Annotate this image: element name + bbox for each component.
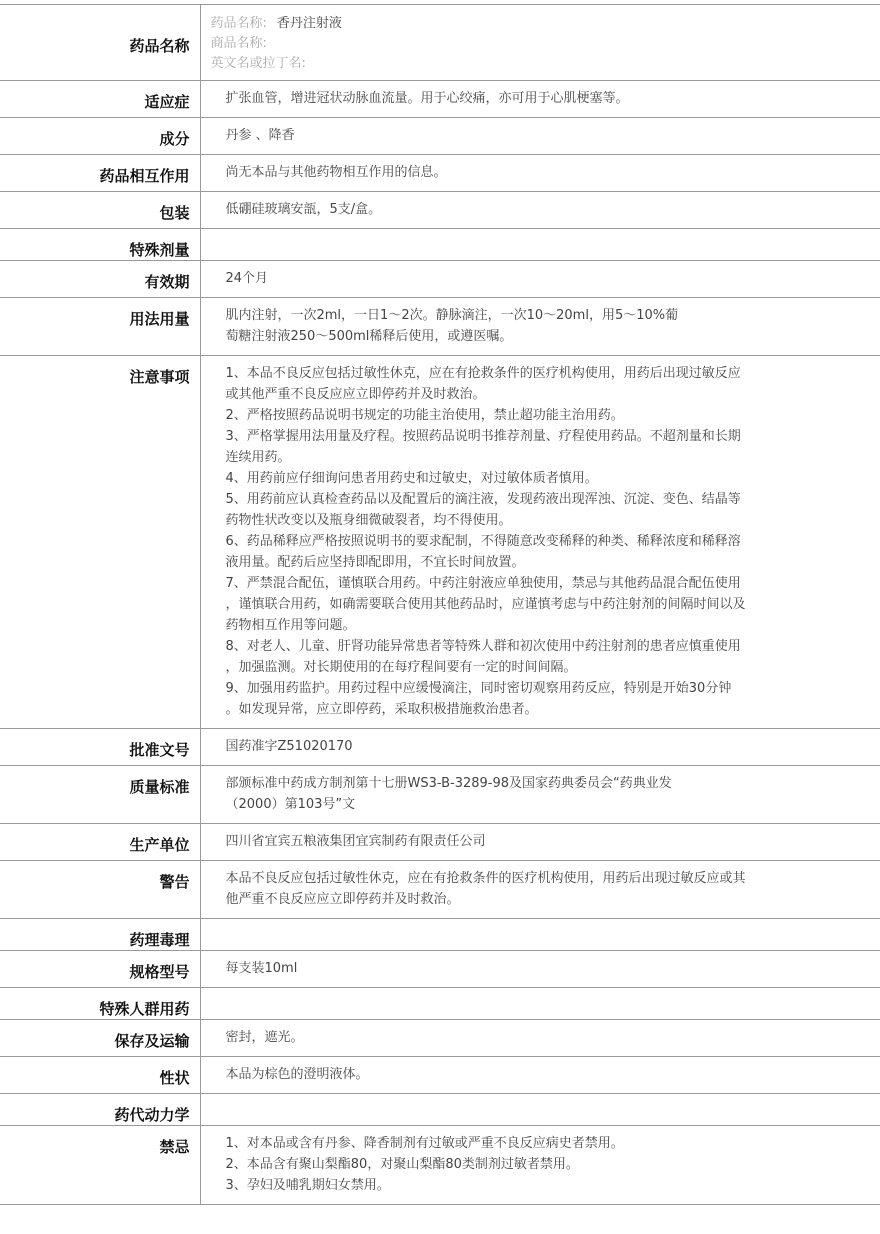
- info-row: [0, 988, 880, 1020]
- row-value: [200, 988, 880, 1020]
- value-line: 他严重不良反应应立即停药并及时救治。: [226, 889, 786, 910]
- value-line: 3、严格掌握用法用量及疗程。按照药品说明书推荐剂量、疗程使用药品。不超剂量和长期: [226, 426, 786, 447]
- info-row: [0, 1020, 880, 1057]
- row-value: [200, 155, 880, 192]
- info-row: [0, 155, 880, 192]
- info-row: [0, 229, 880, 261]
- row-value: [200, 861, 880, 919]
- row-value: [200, 919, 880, 951]
- value-line: 萄糖注射液250～500ml稀释后使用，或遵医嘱。: [226, 326, 786, 347]
- value-line: 密封，遮光。: [226, 1027, 786, 1048]
- info-row: [0, 298, 880, 356]
- info-row: [0, 192, 880, 229]
- info-row: [0, 1057, 880, 1094]
- info-row: [0, 951, 880, 988]
- row-label: 规格型号: [0, 951, 200, 988]
- row-label: 有效期: [0, 261, 200, 298]
- info-row: [0, 1126, 880, 1205]
- row-label: 药代动力学: [0, 1094, 200, 1126]
- info-row: [0, 861, 880, 919]
- info-row: [0, 81, 880, 118]
- generic-name-value: 香丹注射液: [277, 16, 342, 31]
- value-line: ，谨慎联合用药，如确需要联合使用其他药品时，应谨慎考虑与中药注射剂的间隔时间以及: [226, 594, 786, 615]
- row-label: 药理毒理: [0, 919, 200, 951]
- row-value: [200, 766, 880, 824]
- value-line: 四川省宜宾五粮液集团宜宾制药有限责任公司: [226, 831, 786, 852]
- row-value: [200, 229, 880, 261]
- value-line: （2000）第103号”文: [226, 794, 786, 815]
- value-line: 液用量。配药后应坚持即配即用，不宜长时间放置。: [226, 552, 786, 573]
- info-row: [0, 919, 880, 951]
- value-line: 连续用药。: [226, 447, 786, 468]
- value-line: 1、本品不良反应包括过敏性休克，应在有抢救条件的医疗机构使用，用药后出现过敏反应: [226, 363, 786, 384]
- row-label: 药品名称: [0, 5, 200, 81]
- value-line: 5、用药前应认真检查药品以及配置后的滴注液，发现药液出现浑浊、沉淀、变色、结晶等: [226, 489, 786, 510]
- row-label: 禁忌: [0, 1126, 200, 1205]
- drug-info-table: [0, 4, 880, 1205]
- row-value: [200, 298, 880, 356]
- row-label: 警告: [0, 861, 200, 919]
- value-line: 扩张血管，增进冠状动脉血流量。用于心绞痛，亦可用于心肌梗塞等。: [226, 88, 786, 109]
- value-line: 每支装10ml: [226, 958, 786, 979]
- row-value: [200, 192, 880, 229]
- value-line: 低硼硅玻璃安瓿，5支/盒。: [226, 199, 786, 220]
- english-name-label: 英文名或拉丁名:: [211, 54, 880, 74]
- value-line: 本品为棕色的澄明液体。: [226, 1064, 786, 1085]
- row-label: 特殊剂量: [0, 229, 200, 261]
- row-value: [200, 118, 880, 155]
- value-line: 国药准字Z51020170: [226, 736, 786, 757]
- row-value: [200, 824, 880, 861]
- value-line: 9、加强用药监护。用药过程中应缓慢滴注，同时密切观察用药反应，特别是开始30分钟: [226, 678, 786, 699]
- row-label: 性状: [0, 1057, 200, 1094]
- value-line: ，加强监测。对长期使用的在每疗程间要有一定的时间间隔。: [226, 657, 786, 678]
- value-line: 本品不良反应包括过敏性休克，应在有抢救条件的医疗机构使用，用药后出现过敏反应或其: [226, 868, 786, 889]
- row-value: [200, 729, 880, 766]
- row-value: [200, 261, 880, 298]
- value-line: 2、本品含有聚山梨酯80，对聚山梨酯80类制剂过敏者禁用。: [226, 1154, 786, 1175]
- row-label: 批准文号: [0, 729, 200, 766]
- value-line: 药物性状改变以及瓶身细微破裂者，均不得使用。: [226, 510, 786, 531]
- value-line: 。如发现异常，应立即停药，采取积极措施救治患者。: [226, 699, 786, 720]
- row-label: 适应症: [0, 81, 200, 118]
- value-line: 3、孕妇及哺乳期妇女禁用。: [226, 1175, 786, 1196]
- row-label: 成分: [0, 118, 200, 155]
- info-row: [0, 824, 880, 861]
- info-row: [0, 1094, 880, 1126]
- value-line: 4、用药前应仔细询问患者用药史和过敏史，对过敏体质者慎用。: [226, 468, 786, 489]
- value-line: 或其他严重不良反应应立即停药并及时救治。: [226, 384, 786, 405]
- row-value: [200, 1094, 880, 1126]
- value-line: 药物相互作用等问题。: [226, 615, 786, 636]
- row-value: [200, 951, 880, 988]
- row-value: [200, 81, 880, 118]
- row-label: 质量标准: [0, 766, 200, 824]
- info-row: [0, 356, 880, 729]
- value-line: 丹参 、降香: [226, 125, 786, 146]
- value-line: 24个月: [226, 268, 786, 289]
- value-line: 8、对老人、儿童、肝肾功能异常患者等特殊人群和初次使用中药注射剂的患者应慎重使用: [226, 636, 786, 657]
- drug-name-block: [200, 5, 880, 81]
- row-label: 保存及运输: [0, 1020, 200, 1057]
- value-line: 肌内注射，一次2ml，一日1～2次。静脉滴注，一次10～20ml，用5～10%葡: [226, 305, 786, 326]
- row-label: 用法用量: [0, 298, 200, 356]
- row-value: [200, 356, 880, 729]
- info-row: [0, 766, 880, 824]
- value-line: 1、对本品或含有丹参、降香制剂有过敏或严重不良反应病史者禁用。: [226, 1133, 786, 1154]
- info-row: [0, 261, 880, 298]
- row-label: 药品相互作用: [0, 155, 200, 192]
- row-label: 生产单位: [0, 824, 200, 861]
- row-label: 包装: [0, 192, 200, 229]
- row-value: [200, 1057, 880, 1094]
- info-row: [0, 118, 880, 155]
- value-line: 7、严禁混合配伍，谨慎联合用药。中药注射液应单独使用，禁忌与其他药品混合配伍使用: [226, 573, 786, 594]
- row-label: 特殊人群用药: [0, 988, 200, 1020]
- value-line: 尚无本品与其他药物相互作用的信息。: [226, 162, 786, 183]
- row-value: [200, 1126, 880, 1205]
- value-line: 部颁标准中药成方制剂第十七册WS3-B-3289-98及国家药典委员会“药典业发: [226, 773, 786, 794]
- value-line: 2、严格按照药品说明书规定的功能主治使用，禁止超功能主治用药。: [226, 405, 786, 426]
- info-row: [0, 729, 880, 766]
- trade-name-label: 商品名称:: [211, 34, 880, 54]
- row-drug-name: [0, 5, 880, 81]
- row-label: 注意事项: [0, 356, 200, 729]
- row-value: [200, 1020, 880, 1057]
- generic-name-label: 药品名称:: [211, 16, 267, 31]
- value-line: 6、药品稀释应严格按照说明书的要求配制，不得随意改变稀释的种类、稀释浓度和稀释溶: [226, 531, 786, 552]
